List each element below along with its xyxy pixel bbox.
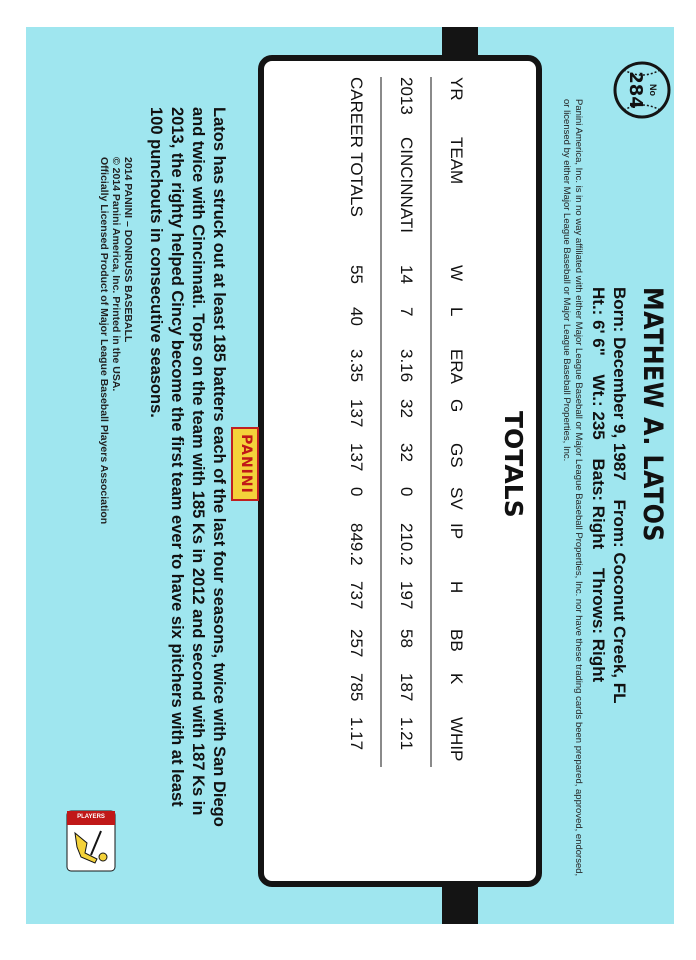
player-blurb: Latos has struck out at least 185 batters each of the last four seasons, twice with San Diego and twice with Cincinnati. Tops on the team with 185 Ks in 2012 and second with 187 Ks in 2013, the righty helped Cincy become the first team ever to have six pitchers with at least 100 punchouts in consecutive seasons. [147, 107, 228, 827]
legal-disclaimer: Panini America, Inc. is in no way affiliated with either Major League Baseball or Major League Baseball Properties, Inc. nor have these trading cards been prepared, approved, endorsed, or licensed by either Major League Baseball or Major League Baseball Properties, Inc. [561, 99, 584, 877]
player-bio [588, 287, 630, 717]
players-logo-text: PLAYERS [77, 814, 105, 820]
batter-icon [61, 807, 121, 875]
stat-cell: 187 [397, 673, 416, 702]
header-cell: ERA [447, 349, 466, 384]
stats-panel [258, 55, 542, 887]
stat-cell: 737 [347, 581, 366, 610]
stats-row [332, 77, 381, 767]
stat-cell: 55 [347, 265, 366, 284]
totals-title: TOTALS [499, 411, 528, 518]
born-label: Born: [610, 287, 629, 333]
weight-value: 235 [589, 411, 608, 440]
stat-cell: 785 [347, 673, 366, 702]
copyright-line: 2014 PANINI – DONRUSS BASEBALL [122, 157, 134, 343]
stat-cell: 32 [397, 399, 416, 418]
panini-logo: PANINI [231, 427, 259, 501]
players-association-logo [61, 807, 121, 875]
header-cell: H [447, 581, 466, 594]
header-cell: SV [447, 487, 466, 510]
height-value: 6' 6" [589, 320, 608, 356]
stat-cell: 137 [347, 399, 366, 428]
stat-cell: CAREER TOTALS [347, 77, 366, 217]
stat-cell: 1.17 [347, 717, 366, 751]
card-number: 284 [625, 71, 646, 109]
stat-cell: 849.2 [347, 523, 366, 566]
header-cell: G [447, 399, 466, 413]
stat-cell: 1.21 [397, 717, 416, 751]
stat-cell: 137 [347, 443, 366, 472]
stat-cell: 3.16 [397, 349, 416, 383]
header-cell: W [447, 265, 466, 282]
header-cell: TEAM [447, 137, 466, 185]
stat-cell: 0 [347, 487, 366, 497]
header-cell: L [447, 307, 466, 317]
stat-cell: 257 [347, 629, 366, 658]
height-label: Ht.: [589, 287, 608, 316]
stat-cell: 197 [397, 581, 416, 610]
copyright-line: © 2014 Panini America, Inc. Printed in the USA. [110, 157, 122, 392]
stat-cell: 3.35 [347, 349, 366, 383]
header-cell: YR [447, 77, 466, 101]
weight-label: Wt.: [589, 374, 608, 407]
card-content [26, 27, 674, 924]
stat-cell: 32 [397, 443, 416, 462]
stat-cell: 2013 [397, 77, 416, 115]
stats-table [332, 77, 480, 767]
stat-cell: 58 [397, 629, 416, 648]
copyright-line: Officially Licensed Product of Major League Baseball Players Association [98, 157, 110, 525]
trading-card-back [26, 27, 674, 924]
stat-cell: 210.2 [397, 523, 416, 566]
from-label: From: [610, 499, 629, 548]
header-cell: IP [447, 523, 466, 540]
bats-value: Right [589, 505, 608, 550]
throws-label: Throws: [589, 567, 608, 635]
header-cell: WHIP [447, 717, 466, 762]
stats-row [381, 77, 431, 767]
header-cell: GS [447, 443, 466, 468]
stat-cell: CINCINNATI [397, 137, 416, 234]
throws-value: Right [589, 638, 608, 683]
baseball-icon [612, 60, 672, 120]
stat-cell: 7 [397, 307, 416, 317]
stat-cell: 14 [397, 265, 416, 284]
from-value: Coconut Creek, FL [610, 552, 629, 704]
card-number-badge [612, 60, 672, 120]
stat-cell: 0 [397, 487, 416, 497]
header-cell: K [447, 673, 466, 685]
stats-header-row [431, 77, 480, 767]
player-name: MATHEW A. LATOS [637, 287, 668, 542]
born-value: December 9, 1987 [610, 337, 629, 481]
card-number-prefix: No [648, 84, 658, 96]
stat-cell: 40 [347, 307, 366, 326]
header-cell: BB [447, 629, 466, 652]
bats-label: Bats: [589, 458, 608, 501]
copyright-block [98, 157, 134, 524]
